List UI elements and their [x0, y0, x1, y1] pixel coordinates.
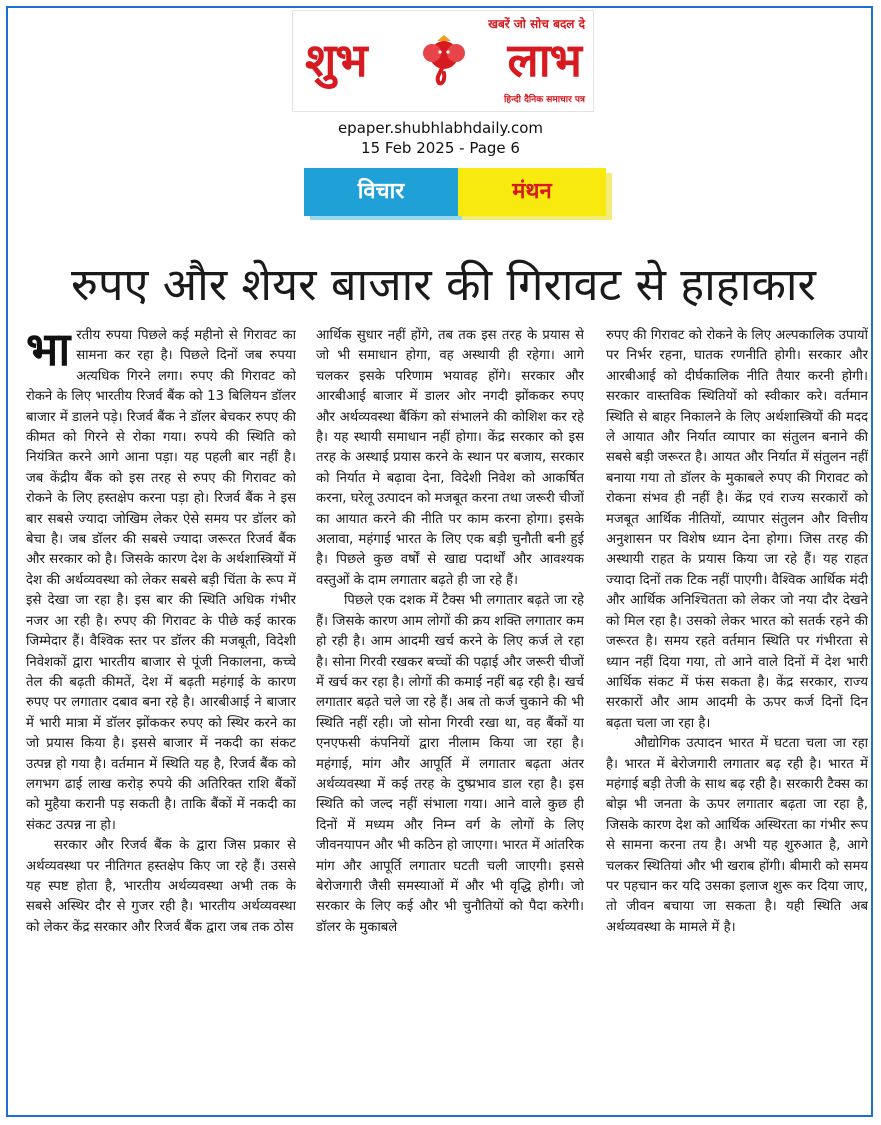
article-headline: रुपए और शेयर बाजार की गिरावट से हाहाकार — [71, 258, 816, 311]
epaper-date-page: 15 Feb 2025 - Page 6 — [361, 139, 520, 157]
article-column-3 — [606, 326, 868, 1104]
masthead-tagline: खबरें जो सोच बदल दे — [488, 17, 585, 31]
masthead-name-right: लाभ — [507, 33, 581, 87]
paragraph: आर्थिक सुधार नहीं होंगे, तब तक इस तरह के प्रयास से जो भी समाधान होगा, वह अस्थायी ही रहेगा। आगे चलकर इसके परिणाम भयावह होंगे। सरकार और आरबीआई बाजार में डालर ओर नगदी झोंककर रुपए और अर्थव्यवस्था बैंकिंग को संभालने की कोशिश कर रहे है। यह स्थायी समाधान नहीं होगा। केंद्र सरकार को इस तरह के अस्थाई प्रयास करने के स्थान पर बजाय, सरकार को निर्यात मे बढ़ावा देना, विदेशी निवेश को आकर्षित करना, घरेलू उत्पादन को मजबूत करना तथा जरूरी चीजों का आयात करने की नीति पर काम करना होगा। इसके अलावा, महंगाई भारत के लिए एक बड़ी चुनौती बनी हुई है। पिछले कुछ वर्षों से खाद्य पदार्थों और आवश्यक वस्तुओं के दाम लगातार बढ़ते ही जा रहे हैं। — [316, 328, 584, 588]
section-tab-manthan: मंथन — [458, 168, 606, 216]
drop-cap: भा — [26, 326, 71, 376]
paragraph — [26, 326, 296, 836]
masthead-title — [303, 29, 583, 91]
paragraph: रुपए की गिरावट को रोकने के लिए अल्पकालिक उपायों पर निर्भर रहना, घातक रणनीति होगी। सरकार और आरबीआई को दीर्घकालिक नीति तैयार करनी होगी। सरकार वास्तविक स्थितियों को स्वीकार करे। वर्तमान स्थिति से बाहर निकालने के लिए अर्थशास्त्रियों की मदद ले आयात और निर्यात व्यापार का संतुलन बनाने की सबसे बड़ी जरूरत है। आयत और निर्यात में संतुलन नहीं बनाया गया तो डॉलर के मुकाबले रुपए की गिरावट को रोकना संभव ही नहीं है। केंद्र एवं राज्य सरकारों को मजबूत आर्थिक नीतियों, व्यापार संतुलन और वित्तीय अनुशासन पर विशेष ध्यान देना होगा। जिस तरह की अस्थायी राहत के प्रयास किया जा रहे हैं। यह राहत ज्यादा दिनों तक टिक नहीं पाएगी। वैश्विक आर्थिक मंदी और आर्थिक अनिश्चितता को लेकर जो नया दौर देखने को मिल रहा है। उसको लेकर भारत को सतर्क रहने की जरूरत है। समय रहते वर्तमान स्थिति पर गंभीरता से ध्यान नहीं दिया गया, तो आने वाले दिनों में देश भारी आर्थिक संकट में फंस सकता है। केंद्र सरकार, राज्य सरकारों और आम आदमी के ऊपर कर्ज दिनों दिन बढ़ता चला जा रहा है। — [606, 328, 868, 731]
paragraph: औद्योगिक उत्पादन भारत में घटता चला जा रहा है। भारत में बेरोजगारी लगातार बढ़ रही है। भारत में महंगाई बड़ी तेजी के साथ बढ़ रही है। सरकारी टैक्स का बोझ भी जनता के ऊपर लगातार बढ़ता जा रहा है, जिसके कारण देश को आर्थिक अस्थिरता का गंभीर रूप से सामना करना तय है। अभी यह शुरुआत है, आगे चलकर स्थितियां और भी खराब होंगी। बीमारी को समय पर पहचान कर यदि उसका इलाज शुरू कर दिया जाए, तो जीवन बचाया जा सकता है। यही स्थिति अब अर्थव्यवस्था के मामले में है। — [606, 736, 868, 935]
paragraph: पिछले एक दशक में टैक्स भी लगातार बढ़ते जा रहे हैं। जिसके कारण आम लोगों की क्रय शक्ति लगातार कम हो रही है। आम आदमी खर्च करने के लिए कर्ज ले रहा है। सोना गिरवी रखकर बच्चों की पढ़ाई और जरूरी चीजों में खर्च कर रहा है। लोगों की कमाई नहीं बढ़ रही है। खर्च लगातार बढ़ते चले जा रहे हैं। अब तो कर्ज चुकाने की भी स्थिति नहीं रही। जो सोना गिरवी रखा था, वह बैंकों या एनएफसी कंपनियों द्वारा नीलाम किया जा रहा है। महंगाई, मांग और आपूर्ति में लगातार बढ़ता अंतर अर्थव्यवस्था में कई तरह के दुष्प्रभाव डाल रहा है। इस स्थिति को जल्द नहीं संभाला गया। आने वाले कुछ ही दिनों में मध्यम और निम्न वर्ग के लोगों के लिए जीवनयापन और भी कठिन हो जाएगा। भारत में आंतरिक मांग और आपूर्ति लगातार घटती चली जाएगी। इससे बेरोजगारी जैसी समस्याओं में और भी वृद्धि होगी। जो सरकार के लिए कई और भी चुनौतियों को पैदा करेगी। डॉलर के मुकाबले — [316, 593, 584, 935]
masthead-name-left: शुभ — [305, 33, 367, 87]
masthead-logo — [292, 10, 594, 112]
article-column-1 — [26, 326, 296, 1104]
article-column-2 — [316, 326, 584, 1104]
ganesha-icon — [419, 33, 469, 87]
paragraph: सरकार और रिजर्व बैंक के द्वारा जिस प्रकार से अर्थव्यवस्था पर नीतिगत हस्तक्षेप किए जा रहे हैं। उससे यह स्पष्ट होता है, भारतीय अर्थव्यवस्था अभी तक के सबसे अस्थिर दौर से गुजर रही है। भारतीय अर्थव्यवस्था को लेकर केंद्र सरकार और रिजर्व बैंक द्वारा जब तक ठोस — [26, 838, 296, 935]
masthead-subtitle: हिन्दी दैनिक समाचार पत्र — [503, 95, 585, 105]
section-tab-vichar: विचार — [304, 168, 458, 216]
paragraph-text: रतीय रुपया पिछले कई महीनो से गिरावट का सामना कर रहा है। पिछले दिनों जब रुपया अत्यधिक गिरने लगा। रुपए की गिरावट को रोकने के लिए भारतीय रिजर्व बैंक को 13 बिलियन डॉलर बाजार में डालने पड़े। रिजर्व बैंक ने डॉलर बेचकर रुपए की कीमत को गिरने से रोका गया। रुपये की स्थिति को नियंत्रित करने आगे आना पड़ा। यह पहली बार नहीं है। जब केंद्रीय बैंक को इस तरह से रुपए की गिरावट को रोकने के लिए हस्तक्षेप करना पड़ा हो। रिजर्व बैंक ने इस बार सबसे ज्यादा जोखिम लेकर ऐसे समय पर डॉलर को बेचा है। जब डॉलर की सबसे ज्यादा जरूरत रिजर्व बैंक और सरकार को है। जिसके कारण देश के अर्थशास्त्रियों में देश की अर्थव्यवस्था को लेकर सबसे बड़ी चिंता के रूप में इसे देखा जा रहा है। इस बार की स्थिति अधिक गंभीर नजर आ रही है। रुपए की गिरावट के पीछे कई कारक जिम्मेदार हैं। वैश्विक स्तर पर डॉलर की मजबूती, विदेशी निवेशकों द्वारा भारतीय बाजार से पूंजी निकालना, कच्चे तेल की बढ़ती कीमतें, देश में बढ़ती महंगाई के कारण रुपए पर लगातार दबाव बना रहे है। आरबीआई ने बाजार में भारी मात्रा में डॉलर झोंककर रुपए को स्थिर करने का जो प्रयास किया है। इससे बाजार में नकदी का संकट उत्पन्न हो गया है। वर्तमान में स्थिति यह है, रिजर्व बैंक को लगभग ढाई लाख करोड़ रुपये की अतिरिक्त राशि बैंकों को मुहैया करानी पड़ सकती है। ताकि बैंकों में नकदी का संकट उत्पन्न ना हो। — [26, 328, 296, 833]
epaper-url[interactable]: epaper.shubhlabhdaily.com — [337, 119, 544, 137]
